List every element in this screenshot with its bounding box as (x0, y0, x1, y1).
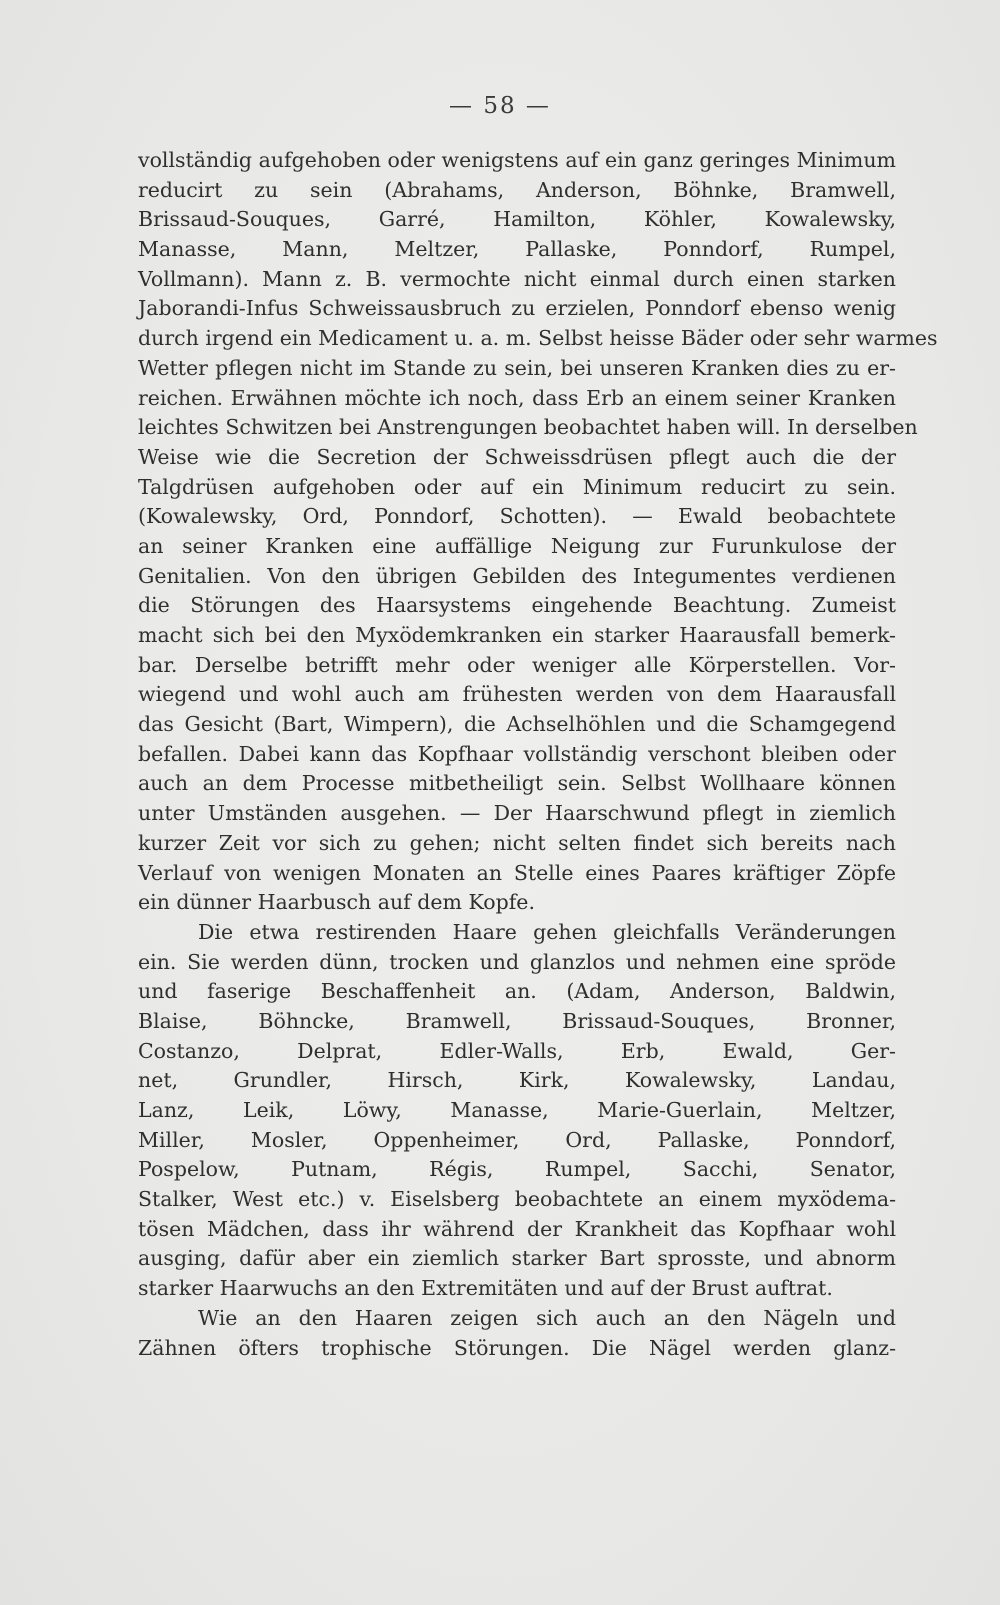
text-line: auch an dem Processe mitbetheiligt sein. Selbst Wollhaare können (138, 771, 896, 796)
text-line: und faserige Beschaffenheit an. (Adam, Anderson, Baldwin, (138, 979, 896, 1004)
text-line: net, Grundler, Hirsch, Kirk, Kowalewsky, Landau, (138, 1068, 896, 1093)
text-line: Wie an den Haaren zeigen sich auch an den Nägeln und (198, 1305, 896, 1330)
text-line: Costanzo, Delprat, Edler-Walls, Erb, Ewald, Ger- (138, 1038, 896, 1063)
text-line: Manasse, Mann, Meltzer, Pallaske, Ponndorf, Rumpel, (138, 237, 896, 262)
text-line: Vollmann). Mann z. B. vermochte nicht einmal durch einen starken (138, 266, 896, 291)
text-line: tösen Mädchen, dass ihr während der Krankheit das Kopfhaar wohl (138, 1216, 896, 1241)
text-line: starker Haarwuchs an den Extremitäten und auf der Brust auftrat. (138, 1276, 833, 1301)
text-line: reducirt zu sein (Abrahams, Anderson, Böhnke, Bramwell, (138, 177, 896, 202)
text-line: Talgdrüsen aufgehoben oder auf ein Minimum reducirt zu sein. (138, 474, 896, 499)
text-line: ausging, dafür aber ein ziemlich starker Bart sprosste, und abnorm (138, 1246, 896, 1271)
text-line: Genitalien. Von den übrigen Gebilden des Integumentes verdienen (138, 563, 896, 588)
page-number: — 58 — (449, 93, 551, 119)
text-line: kurzer Zeit vor sich zu gehen; nicht selten findet sich bereits nach (138, 830, 896, 855)
text-line: reichen. Erwähnen möchte ich noch, dass Erb an einem seiner Kranken (138, 385, 896, 410)
text-line: das Gesicht (Bart, Wimpern), die Achselhöhlen und die Schamgegend (138, 712, 896, 737)
text-line: Pospelow, Putnam, Régis, Rumpel, Sacchi, Senator, (138, 1157, 896, 1182)
text-line: Lanz, Leik, Löwy, Manasse, Marie-Guerlain, Meltzer, (138, 1098, 896, 1122)
text-line: an seiner Kranken eine auffällige Neigung zur Furunkulose der (138, 533, 896, 558)
text-line: Zähnen öfters trophische Störungen. Die Nägel werden glanz- (138, 1335, 896, 1360)
text-line: leichtes Schwitzen bei Anstrengungen beobachtet haben will. In derselben (138, 415, 918, 440)
text-line: Wetter pflegen nicht im Stande zu sein, bei unseren Kranken dies zu er- (138, 355, 896, 380)
text-line: bar. Derselbe betrifft mehr oder weniger alle Körperstellen. Vor- (138, 652, 896, 677)
text-line: ein. Sie werden dünn, trocken und glanzlos und nehmen eine spröde (138, 949, 896, 974)
text-line: befallen. Dabei kann das Kopfhaar vollständig verschont bleiben oder (138, 741, 896, 766)
body-text (138, 146, 938, 1363)
text-line: wiegend und wohl auch am frühesten werden von dem Haarausfall (138, 682, 896, 707)
text-line: Verlauf von wenigen Monaten an Stelle eines Paares kräftiger Zöpfe (138, 860, 896, 885)
text-line: Blaise, Böhncke, Bramwell, Brissaud-Souques, Bronner, (138, 1008, 896, 1033)
text-line: unter Umständen ausgehen. — Der Haarschwund pflegt in ziemlich (138, 801, 896, 826)
text-line: (Kowalewsky, Ord, Ponndorf, Schotten). — Ewald beobachtete (138, 504, 896, 529)
text-line: Miller, Mosler, Oppenheimer, Ord, Pallaske, Ponndorf, (138, 1127, 896, 1152)
text-line: ein dünner Haarbusch auf dem Kopfe. (138, 890, 535, 915)
text-line: vollständig aufgehoben oder wenigstens auf ein ganz geringes Minimum (138, 148, 896, 172)
text-line: Weise wie die Secretion der Schweissdrüsen pflegt auch die der (138, 444, 896, 469)
text-line: Stalker, West etc.) v. Eiselsberg beobachtete an einem myxödema- (138, 1187, 896, 1212)
text-line: macht sich bei den Myxödemkranken ein starker Haarausfall bemerk- (138, 623, 896, 647)
text-line: Brissaud-Souques, Garré, Hamilton, Köhler, Kowalewsky, (138, 207, 896, 232)
text-line: die Störungen des Haarsystems eingehende Beachtung. Zumeist (138, 593, 896, 618)
text-line: Jaborandi-Infus Schweissausbruch zu erzielen, Ponndorf ebenso wenig (138, 296, 896, 321)
text-line: durch irgend ein Medicament u. a. m. Selbst heisse Bäder oder sehr warmes (138, 326, 938, 351)
text-line: Die etwa restirenden Haare gehen gleichfalls Veränderungen (198, 919, 896, 944)
